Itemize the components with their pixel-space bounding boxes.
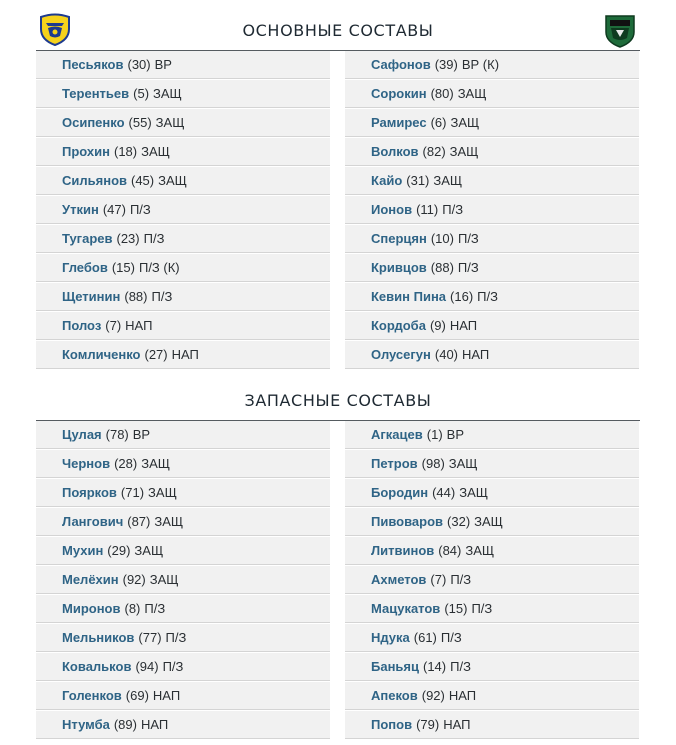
player-number: (45) [131,173,155,188]
player-number: (80) [430,86,454,101]
player-position: НАП [443,717,471,732]
player-name-link[interactable]: Комличенко [62,347,141,362]
player-name-link[interactable]: Ионов [371,202,413,217]
player-name-link[interactable]: Попов [371,717,413,732]
player-name-link[interactable]: Кривцов [371,260,427,275]
player-position: НАП [152,688,181,703]
player-name-link[interactable]: Мельников [62,630,135,645]
player-name-link[interactable]: Петров [371,456,418,471]
player-position: ЗАЩ [149,572,179,587]
player-row [36,109,330,137]
player-row [36,711,330,739]
player-position: НАП [125,318,153,333]
player-name-link[interactable]: Кевин Пина [371,289,447,304]
player-row [36,653,330,681]
player-position: ЗАЩ [141,456,170,471]
player-number: (15) [444,601,468,616]
player-number: (7) [105,318,122,333]
player-position: П/З [129,202,151,217]
player-position: НАП [462,347,490,362]
player-number: (7) [430,572,447,587]
player-position: НАП [171,347,199,362]
player-name-link[interactable]: Уткин [62,202,99,217]
player-position: ВР (К) [461,57,500,72]
player-row [36,341,330,369]
player-position: ЗАЩ [474,514,503,529]
player-row [345,624,639,652]
player-row [345,138,639,166]
player-row [345,51,639,79]
player-number: (9) [429,318,446,333]
player-position: ЗАЩ [459,485,488,500]
player-row [36,450,330,478]
player-position: П/З [143,231,165,246]
player-number: (47) [102,202,126,217]
player-position: НАП [448,688,477,703]
player-position: ВР [132,427,151,442]
player-position: П/З [162,659,184,674]
player-position: ЗАЩ [450,115,480,130]
player-row [36,312,330,340]
player-row [345,254,639,282]
player-number: (87) [127,514,151,529]
player-position: ВР [154,57,172,72]
player-name-link[interactable]: Полоз [62,318,102,333]
player-number: (5) [133,86,150,101]
player-row [36,537,330,565]
player-row [36,508,330,536]
player-number: (94) [135,659,159,674]
player-row [36,80,330,108]
player-row [36,51,330,79]
player-number: (30) [127,57,151,72]
player-row [36,566,330,594]
player-name-link[interactable]: Литвинов [371,543,435,558]
player-number: (77) [138,630,162,645]
player-name-link[interactable]: Щетинин [62,289,121,304]
player-name-link[interactable]: Цулая [62,427,102,442]
away-starting-list [345,51,639,370]
player-position: НАП [140,717,169,732]
player-position: ЗАЩ [457,86,487,101]
player-row [345,167,639,195]
player-number: (92) [122,572,146,587]
player-row [345,566,639,594]
player-position: ЗАЩ [154,514,184,529]
player-name-link[interactable]: Голенков [62,688,122,703]
player-position: ЗАЩ [153,86,182,101]
player-row [345,479,639,507]
player-row [345,711,639,739]
player-name-link[interactable]: Баньяц [371,659,419,674]
player-number: (44) [432,485,456,500]
player-position: П/З (К) [138,260,180,275]
player-name-link[interactable]: Мухин [62,543,104,558]
player-name-link[interactable]: Агкацев [371,427,423,442]
player-name-link[interactable]: Апеков [371,688,418,703]
player-name-link[interactable]: Кордоба [371,318,426,333]
player-row [345,653,639,681]
player-number: (16) [450,289,474,304]
player-number: (11) [416,202,439,217]
player-position: П/З [440,630,462,645]
player-position: ЗАЩ [155,115,185,130]
player-name-link[interactable]: Бородин [371,485,429,500]
player-row [345,450,639,478]
player-position: ЗАЩ [141,144,170,159]
player-number: (32) [447,514,471,529]
player-name-link[interactable]: Пивоваров [371,514,444,529]
player-row [345,109,639,137]
player-name-link[interactable]: Кайо [371,173,403,188]
player-number: (82) [422,144,446,159]
player-number: (23) [116,231,140,246]
player-row [345,537,639,565]
player-name-link[interactable]: Сорокин [371,86,427,101]
player-name-link[interactable]: Песьяков [62,57,124,72]
player-position: ЗАЩ [448,456,478,471]
player-position: ЗАЩ [433,173,463,188]
player-position: НАП [449,318,478,333]
player-row [345,225,639,253]
player-row [36,196,330,224]
player-number: (31) [406,173,430,188]
player-name-link[interactable]: Чернов [62,456,111,471]
player-row [36,421,330,449]
home-starting-list [36,51,330,370]
player-name-link[interactable]: Миронов [62,601,121,616]
player-number: (98) [421,456,445,471]
player-position: П/З [457,231,479,246]
player-name-link[interactable]: Мелёхин [62,572,119,587]
player-row [36,225,330,253]
player-name-link[interactable]: Рамирес [371,115,427,130]
player-name-link[interactable]: Сафонов [371,57,431,72]
player-number: (27) [144,347,168,362]
player-number: (10) [430,231,454,246]
player-row [36,479,330,507]
player-row [345,196,639,224]
player-row [345,508,639,536]
player-name-link[interactable]: Сильянов [62,173,127,188]
player-name-link[interactable]: Прохин [62,144,110,159]
player-number: (88) [430,260,454,275]
player-number: (15) [111,260,135,275]
player-position: П/З [471,601,493,616]
player-name-link[interactable]: Сперцян [371,231,427,246]
away-substitutes-list [345,421,639,740]
player-number: (92) [421,688,445,703]
player-row [345,341,639,369]
player-name-link[interactable]: Нтумба [62,717,110,732]
player-number: (29) [107,543,131,558]
player-number: (39) [434,57,458,72]
player-number: (8) [124,601,141,616]
player-number: (18) [113,144,138,159]
player-row [345,595,639,623]
player-position: П/З [450,659,471,674]
player-position: П/З [477,289,498,304]
player-row [345,421,639,449]
player-name-link[interactable]: Поярков [62,485,117,500]
player-number: (78) [105,427,129,442]
player-name-link[interactable]: Олусегун [371,347,431,362]
player-row [36,283,330,311]
player-row [345,312,639,340]
player-row [36,254,330,282]
player-row [36,682,330,710]
player-name-link[interactable]: Терентьев [62,86,130,101]
player-row [36,595,330,623]
player-number: (88) [124,289,148,304]
player-position: П/З [450,572,472,587]
player-row [345,80,639,108]
player-position: ВР [446,427,464,442]
player-position: ЗАЩ [134,543,164,558]
player-name-link[interactable]: Ндука [371,630,410,645]
player-number: (69) [125,688,149,703]
player-name-link[interactable]: Ковальков [62,659,132,674]
player-name-link[interactable]: Мацукатов [371,601,441,616]
player-position: П/З [151,289,173,304]
player-name-link[interactable]: Осипенко [62,115,125,130]
player-number: (28) [114,456,138,471]
player-number: (55) [128,115,152,130]
player-position: ЗАЩ [449,144,479,159]
player-position: П/З [442,202,464,217]
player-name-link[interactable]: Ахметов [371,572,427,587]
player-number: (6) [430,115,447,130]
player-name-link[interactable]: Лангович [62,514,124,529]
player-number: (84) [438,543,462,558]
player-row [36,624,330,652]
player-number: (71) [120,485,145,500]
player-position: П/З [457,260,479,275]
player-number: (61) [413,630,437,645]
player-row [36,138,330,166]
player-position: ЗАЩ [158,173,187,188]
player-number: (14) [423,659,447,674]
player-row [345,682,639,710]
starting-lineups-title: ОСНОВНЫЕ СОСТАВЫ [242,21,434,40]
player-number: (89) [113,717,137,732]
player-number: (40) [434,347,459,362]
player-number: (79) [416,717,440,732]
player-position: П/З [165,630,187,645]
player-row [345,283,639,311]
home-substitutes-list [36,421,330,740]
player-name-link[interactable]: Глебов [62,260,108,275]
player-row [36,167,330,195]
player-name-link[interactable]: Тугарев [62,231,113,246]
player-position: П/З [144,601,166,616]
player-name-link[interactable]: Волков [371,144,419,159]
player-position: ЗАЩ [465,543,495,558]
substitutes-title: ЗАПАСНЫЕ СОСТАВЫ [244,391,432,410]
player-number: (1) [426,427,443,442]
player-position: ЗАЩ [148,485,177,500]
